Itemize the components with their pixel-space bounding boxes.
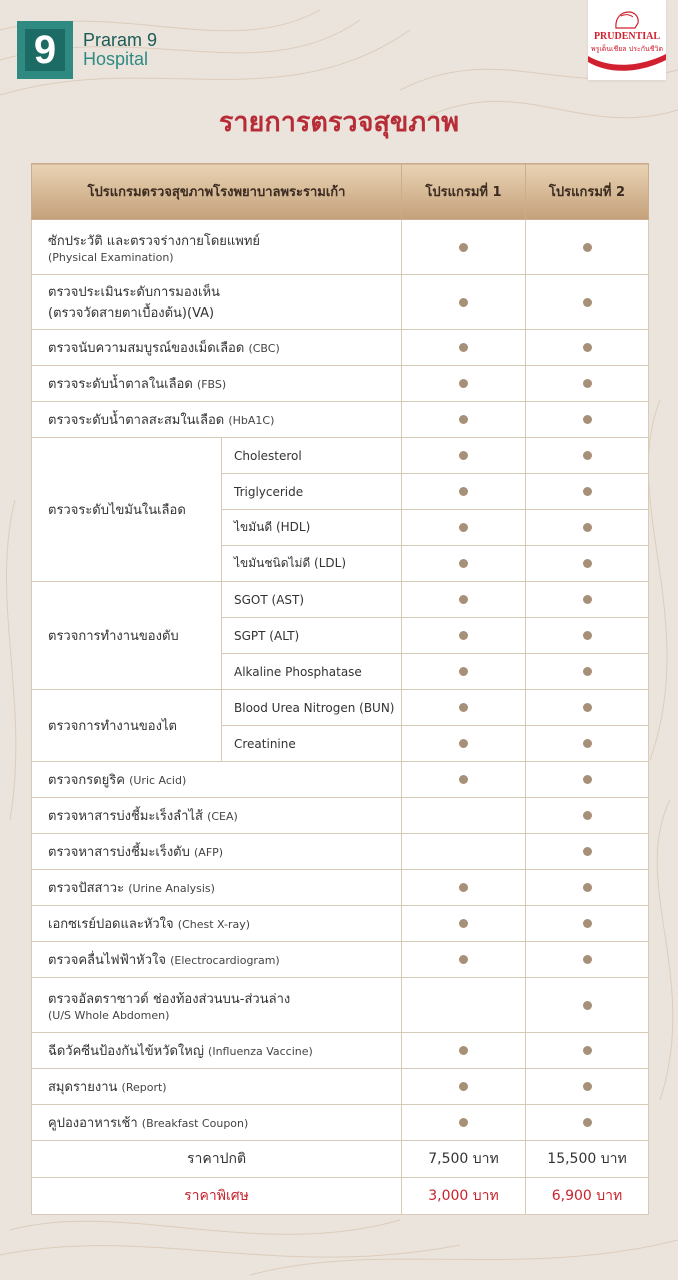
row-label xyxy=(32,978,402,1033)
p1-included xyxy=(402,438,526,474)
included-dot-icon xyxy=(583,298,592,307)
p1-included xyxy=(402,1105,526,1141)
table-row xyxy=(32,402,649,438)
p1-included xyxy=(402,582,526,618)
row-label xyxy=(32,1105,402,1141)
included-dot-icon xyxy=(459,595,468,604)
row-label-en: (CBC) xyxy=(248,342,280,355)
included-dot-icon xyxy=(583,739,592,748)
special-price-row xyxy=(32,1178,649,1215)
row-label xyxy=(32,942,402,978)
included-dot-icon xyxy=(583,451,592,460)
p2-included xyxy=(526,942,649,978)
p2-included xyxy=(526,438,649,474)
p2-included xyxy=(526,366,649,402)
row-label-th: ตรวจระดับน้ำตาลสะสมในเลือด xyxy=(48,413,225,428)
included-dot-icon xyxy=(459,298,468,307)
group-item: SGOT (AST) xyxy=(222,582,402,618)
prudential-head-icon xyxy=(613,8,641,30)
included-dot-icon xyxy=(583,1046,592,1055)
row-label-en: (AFP) xyxy=(194,846,224,859)
included-dot-icon xyxy=(583,667,592,676)
included-dot-icon xyxy=(459,739,468,748)
row-label-th: ตรวจหาสารบ่งชี้มะเร็งลำไส้ xyxy=(48,809,203,824)
included-dot-icon xyxy=(583,811,592,820)
included-dot-icon xyxy=(583,847,592,856)
logo-text-line2: Hospital xyxy=(83,49,149,69)
included-dot-icon xyxy=(583,415,592,424)
included-dot-icon xyxy=(459,243,468,252)
included-dot-icon xyxy=(459,1046,468,1055)
included-dot-icon xyxy=(459,559,468,568)
p1-included xyxy=(402,330,526,366)
checkup-program-table xyxy=(31,163,649,1215)
prudential-logo xyxy=(588,0,666,80)
table-row xyxy=(32,275,649,330)
row-label-th: ตรวจระดับน้ำตาลในเลือด xyxy=(48,377,193,392)
p2-included xyxy=(526,654,649,690)
included-dot-icon xyxy=(583,343,592,352)
table-row xyxy=(32,1033,649,1069)
row-label-th: เอกซเรย์ปอดและหัวใจ xyxy=(48,917,174,932)
p1-included xyxy=(402,906,526,942)
p2-included xyxy=(526,726,649,762)
group-item: SGPT (ALT) xyxy=(222,618,402,654)
normal-price-p2: 15,500 บาท xyxy=(526,1141,649,1178)
p2-included xyxy=(526,220,649,275)
table-row xyxy=(32,690,649,726)
included-dot-icon xyxy=(583,955,592,964)
table-row xyxy=(32,978,649,1033)
row-label-th: ตรวจประเมินระดับการมองเห็น xyxy=(48,285,220,300)
table-row xyxy=(32,220,649,275)
normal-price-row xyxy=(32,1141,649,1178)
row-label-en: (Chest X-ray) xyxy=(177,918,251,931)
p1-included xyxy=(402,618,526,654)
p1-included xyxy=(402,654,526,690)
included-dot-icon xyxy=(459,703,468,712)
table-row xyxy=(32,870,649,906)
row-label-th: ฉีดวัคซีนป้องกันไข้หวัดใหญ่ xyxy=(48,1044,204,1059)
page-title: รายการตรวจสุขภาพ xyxy=(218,107,460,138)
included-dot-icon xyxy=(459,415,468,424)
p2-included xyxy=(526,474,649,510)
row-label-en: (Influenza Vaccine) xyxy=(208,1045,313,1058)
included-dot-icon xyxy=(583,1118,592,1127)
row-label xyxy=(32,1033,402,1069)
row-label-th: ตรวจนับความสมบูรณ์ของเม็ดเลือด xyxy=(48,341,245,356)
included-dot-icon xyxy=(459,955,468,964)
logo-text-line1: Praram 9 xyxy=(83,30,158,51)
p2-included xyxy=(526,275,649,330)
special-price-label: ราคาพิเศษ xyxy=(32,1178,402,1215)
row-label-en: (Uric Acid) xyxy=(129,774,187,787)
table-row xyxy=(32,366,649,402)
included-dot-icon xyxy=(583,487,592,496)
included-dot-icon xyxy=(583,559,592,568)
row-label xyxy=(32,275,402,330)
table-row xyxy=(32,1069,649,1105)
row-label xyxy=(32,402,402,438)
header-program-1: โปรแกรมที่ 1 xyxy=(402,164,526,220)
row-label-th: สมุดรายงาน xyxy=(48,1080,118,1095)
group-item: ไขมันดี (HDL) xyxy=(222,510,402,546)
row-label-en: (Electrocardiogram) xyxy=(170,954,280,967)
table-row xyxy=(32,582,649,618)
row-label xyxy=(32,220,402,275)
p1-not-included xyxy=(402,798,526,834)
row-label-en: (FBS) xyxy=(196,378,227,391)
included-dot-icon xyxy=(583,1001,592,1010)
row-label-th: ตรวจหาสารบ่งชี้มะเร็งตับ xyxy=(48,845,190,860)
p1-included xyxy=(402,942,526,978)
table-header-row xyxy=(32,164,649,220)
p2-included xyxy=(526,798,649,834)
p1-included xyxy=(402,275,526,330)
included-dot-icon xyxy=(583,1082,592,1091)
header-program-name: โปรแกรมตรวจสุขภาพโรงพยาบาลพระรามเก้า xyxy=(32,164,402,220)
table-row xyxy=(32,330,649,366)
row-label xyxy=(32,366,402,402)
prudential-name: PRUDENTIAL xyxy=(593,31,661,42)
included-dot-icon xyxy=(459,379,468,388)
table-row xyxy=(32,798,649,834)
group-item: Blood Urea Nitrogen (BUN) xyxy=(222,690,402,726)
included-dot-icon xyxy=(459,523,468,532)
group-label-kidney: ตรวจการทำงานของไต xyxy=(32,690,222,762)
table-row xyxy=(32,942,649,978)
row-label xyxy=(32,798,402,834)
included-dot-icon xyxy=(583,919,592,928)
row-label-en: (CEA) xyxy=(207,810,238,823)
group-label-lipid: ตรวจระดับไขมันในเลือด xyxy=(32,438,222,582)
row-label-th: ตรวจกรดยูริค xyxy=(48,773,125,788)
p1-included xyxy=(402,402,526,438)
normal-price-p1: 7,500 บาท xyxy=(402,1141,526,1178)
praram9-logo-mark xyxy=(17,21,73,79)
p1-included xyxy=(402,220,526,275)
row-label-th2: (ตรวจวัดสายตาเบื้องต้น)(VA) xyxy=(48,306,215,321)
row-label xyxy=(32,870,402,906)
special-price-p2: 6,900 บาท xyxy=(526,1178,649,1215)
p2-included xyxy=(526,762,649,798)
row-label-en: (HbA1C) xyxy=(228,414,275,427)
table-row xyxy=(32,1105,649,1141)
prudential-sub: พรูเด็นเชียล ประกันชีวิต xyxy=(590,45,664,53)
row-label-th: ตรวจคลื่นไฟฟ้าหัวใจ xyxy=(48,953,166,968)
p2-included xyxy=(526,834,649,870)
included-dot-icon xyxy=(459,343,468,352)
p1-included xyxy=(402,366,526,402)
p1-included xyxy=(402,1033,526,1069)
table-row xyxy=(32,762,649,798)
table-row xyxy=(32,834,649,870)
p1-included xyxy=(402,546,526,582)
normal-price-label: ราคาปกติ xyxy=(32,1141,402,1178)
row-label xyxy=(32,834,402,870)
row-label-th: ซักประวัติ และตรวจร่างกายโดยแพทย์ xyxy=(48,234,261,249)
p2-included xyxy=(526,978,649,1033)
p2-included xyxy=(526,618,649,654)
p1-included xyxy=(402,690,526,726)
p2-included xyxy=(526,510,649,546)
included-dot-icon xyxy=(459,631,468,640)
row-label-en: (Breakfast Coupon) xyxy=(141,1117,249,1130)
group-item: Cholesterol xyxy=(222,438,402,474)
included-dot-icon xyxy=(583,883,592,892)
p2-included xyxy=(526,402,649,438)
p2-included xyxy=(526,1033,649,1069)
group-item: Alkaline Phosphatase xyxy=(222,654,402,690)
included-dot-icon xyxy=(459,775,468,784)
p2-included xyxy=(526,1105,649,1141)
included-dot-icon xyxy=(583,379,592,388)
p1-included xyxy=(402,474,526,510)
included-dot-icon xyxy=(459,883,468,892)
p1-included xyxy=(402,762,526,798)
included-dot-icon xyxy=(583,595,592,604)
row-label-th: ตรวจอัลตราซาวด์ ช่องท้องส่วนบน-ส่วนล่าง xyxy=(48,992,291,1007)
p2-included xyxy=(526,870,649,906)
row-label-en: (U/S Whole Abdomen) xyxy=(48,1009,170,1022)
group-item: ไขมันชนิดไม่ดี (LDL) xyxy=(222,546,402,582)
p2-included xyxy=(526,330,649,366)
included-dot-icon xyxy=(459,1082,468,1091)
table-row xyxy=(32,438,649,474)
included-dot-icon xyxy=(459,667,468,676)
included-dot-icon xyxy=(459,451,468,460)
p1-not-included xyxy=(402,978,526,1033)
row-label xyxy=(32,906,402,942)
row-label xyxy=(32,762,402,798)
table-row xyxy=(32,906,649,942)
praram9-logo xyxy=(17,21,157,79)
included-dot-icon xyxy=(459,487,468,496)
included-dot-icon xyxy=(583,775,592,784)
header-program-2: โปรแกรมที่ 2 xyxy=(526,164,649,220)
included-dot-icon xyxy=(583,703,592,712)
group-item: Triglyceride xyxy=(222,474,402,510)
prudential-swoosh-icon xyxy=(588,52,666,76)
included-dot-icon xyxy=(583,523,592,532)
logo-number: 9 xyxy=(33,28,57,72)
p2-included xyxy=(526,546,649,582)
included-dot-icon xyxy=(583,243,592,252)
row-label-en: (Physical Examination) xyxy=(48,251,174,264)
row-label-th: คูปองอาหารเช้า xyxy=(48,1116,138,1131)
p1-not-included xyxy=(402,834,526,870)
special-price-p1: 3,000 บาท xyxy=(402,1178,526,1215)
row-label-en: (Urine Analysis) xyxy=(128,882,215,895)
included-dot-icon xyxy=(459,919,468,928)
p2-included xyxy=(526,1069,649,1105)
p1-included xyxy=(402,1069,526,1105)
group-label-liver: ตรวจการทำงานของตับ xyxy=(32,582,222,690)
p1-included xyxy=(402,510,526,546)
row-label-th: ตรวจปัสสาวะ xyxy=(48,881,125,896)
included-dot-icon xyxy=(583,631,592,640)
p2-included xyxy=(526,690,649,726)
p1-included xyxy=(402,870,526,906)
p1-included xyxy=(402,726,526,762)
group-item: Creatinine xyxy=(222,726,402,762)
p2-included xyxy=(526,906,649,942)
included-dot-icon xyxy=(459,1118,468,1127)
row-label xyxy=(32,1069,402,1105)
p2-included xyxy=(526,582,649,618)
row-label-en: (Report) xyxy=(121,1081,167,1094)
row-label xyxy=(32,330,402,366)
